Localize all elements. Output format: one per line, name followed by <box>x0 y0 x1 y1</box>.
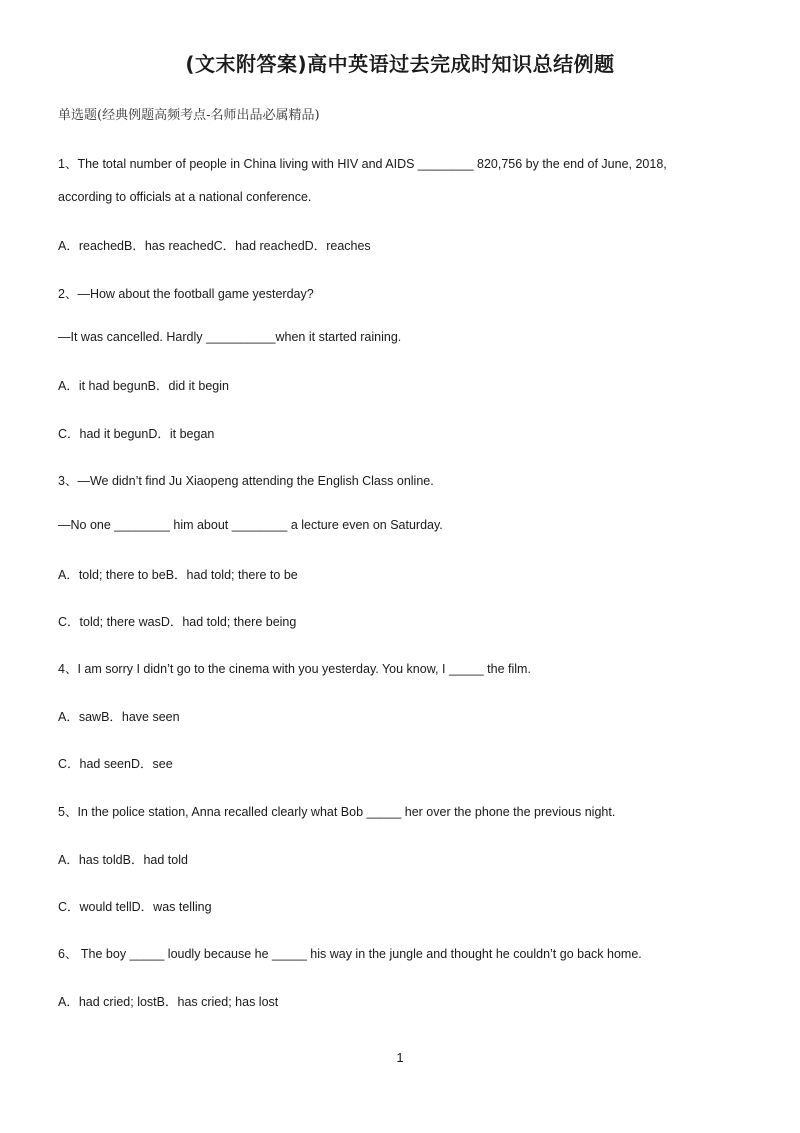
question-5-options-cd: C．would tellD．was telling <box>58 900 212 914</box>
document-title: (文末附答案)高中英语过去完成时知识总结例题 <box>185 52 615 76</box>
question-1-stem-line-1: 1、The total number of people in China living with HIV and AIDS ________ 820,756 by the end of June, 2018, <box>58 157 667 171</box>
question-2-options-ab: A．it had begunB．did it begin <box>58 379 229 393</box>
section-subtitle: 单选题(经典例题高频考点-名师出品必属精品) <box>58 108 320 123</box>
question-4-options-cd: C．had seenD．see <box>58 757 173 771</box>
question-3-options-ab: A．told; there to beB．had told; there to be <box>58 568 298 582</box>
question-3-options-cd: C．told; there wasD．had told; there being <box>58 615 297 629</box>
question-5-stem-line-1: 5、In the police station, Anna recalled clearly what Bob _____ her over the phone the previous night. <box>58 805 616 819</box>
question-5-options-ab: A．has toldB．had told <box>58 853 188 867</box>
question-1-stem-line-2: according to officials at a national conference. <box>58 190 312 204</box>
question-6-stem-line-1: 6、 The boy _____ loudly because he _____ his way in the jungle and thought he couldn’t go back home. <box>58 947 642 961</box>
question-3-stem-line-1: 3、—We didn’t find Ju Xiaopeng attending the English Class online. <box>58 474 434 488</box>
question-2-stem-line-2: —It was cancelled. Hardly __________when it started raining. <box>58 330 402 344</box>
question-2-options-cd: C．had it begunD．it began <box>58 427 215 441</box>
question-4-options-ab: A．sawB．have seen <box>58 710 180 724</box>
question-3-stem-line-2: —No one ________ him about ________ a lecture even on Saturday. <box>58 518 443 532</box>
question-2-stem-line-1: 2、—How about the football game yesterday? <box>58 287 314 301</box>
question-1-options: A．reachedB．has reachedC．had reachedD．reaches <box>58 239 371 253</box>
question-6-options-ab: A．had cried; lostB．has cried; has lost <box>58 995 279 1009</box>
page-number: 1 <box>396 1050 404 1065</box>
question-4-stem-line-1: 4、I am sorry I didn’t go to the cinema with you yesterday. You know, I _____ the film. <box>58 662 531 676</box>
